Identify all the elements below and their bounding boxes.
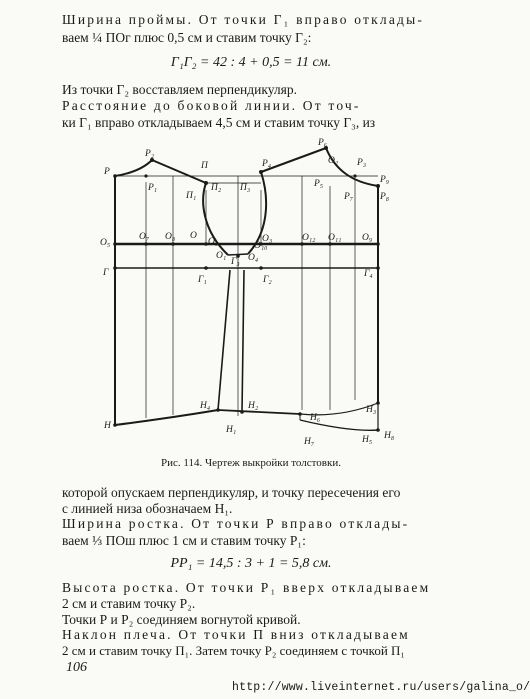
label-P5: Р₅ — [314, 179, 324, 189]
text-line-6: которой опускаем перпендикуляр, и точку пересечения его — [62, 485, 401, 500]
label-G3: Г₃ — [231, 257, 240, 267]
label-P9: Р₉ — [380, 175, 390, 185]
text-line-2: ваем ¼ ПОг плюс 0,5 см и ставим точку Г₂: — [62, 30, 312, 45]
label-H3: Н₃ — [366, 405, 377, 415]
label-P1: Р₁ — [148, 183, 158, 193]
label-P: Р — [104, 167, 110, 177]
label-H5: Н₅ — [362, 435, 373, 445]
formula-1: Г₁Г₂ = 42 : 4 + 0,5 = 11 см. — [170, 55, 332, 70]
label-P4: Р₄ — [262, 159, 272, 169]
label-G2: Г₂ — [263, 275, 272, 285]
text-line-13: Наклон плеча. От точки П вниз откладываем — [62, 627, 410, 642]
text-line-4: Расстояние до боковой линии. От точ- — [62, 98, 361, 113]
text-line-5: ки Г₁ вправо откладываем 4,5 см и ставим точку Г₃, из — [62, 115, 376, 130]
label-O12: О₁₂ — [302, 233, 316, 243]
label-O3: О₃ — [262, 234, 273, 244]
label-H1: Н₁ — [226, 425, 237, 435]
label-Pi3: П₃ — [240, 183, 251, 193]
label-P3: Р₃ — [357, 158, 367, 168]
text-line-9: ваем ⅓ ПОш плюс 1 см и ставим точку Р₁: — [62, 533, 306, 548]
label-O6: О₆ — [208, 237, 219, 247]
label-G1: Г₁ — [198, 275, 207, 285]
label-H4: Н₄ — [200, 401, 211, 411]
text-line-7: с линией низа обозначаем Н₁. — [62, 501, 233, 516]
label-O1: О₁ — [216, 251, 227, 261]
label-H: Н — [104, 421, 111, 431]
page-number: 106 — [66, 660, 87, 675]
label-O8: О₈ — [165, 232, 176, 242]
text-line-1: Ширина проймы. От точки Г₁ вправо отклады- — [62, 12, 425, 27]
text-line-11: 2 см и ставим точку Р₂. — [62, 596, 196, 611]
label-O4: О₄ — [248, 253, 259, 263]
label-O7: О₇ — [139, 232, 150, 242]
label-P2: Р₂ — [145, 149, 155, 159]
text-line-3: Из точки Г₂ восставляем перпендикуляр. — [62, 82, 297, 97]
text-line-14: 2 см и ставим точку П₁. Затем точку Р₂ соединяем с точкой П₁ — [62, 643, 405, 658]
label-O2: О₂ — [328, 156, 339, 166]
label-O9: О₉ — [362, 233, 373, 243]
figure-caption: Рис. 114. Чертеж выкройки толстовки. — [161, 457, 341, 469]
label-H8: Н₈ — [384, 431, 395, 441]
label-G: Г — [103, 268, 109, 278]
label-H7: Н₇ — [304, 437, 315, 447]
text-line-10: Высота ростка. От точки Р₁ вверх откладываем — [62, 580, 431, 595]
label-Pi2: П₂ — [211, 183, 222, 193]
label-O10: О₁₀ — [254, 241, 268, 251]
label-P6: Р₆ — [318, 138, 328, 148]
label-P8: Р₈ — [380, 192, 390, 202]
label-O5: О₅ — [100, 238, 111, 248]
text-line-8: Ширина ростка. От точки Р вправо отклады- — [62, 516, 410, 531]
label-H6: Н₆ — [310, 413, 321, 423]
label-O: О — [190, 231, 197, 241]
source-url[interactable]: http://www.liveinternet.ru/users/galina_o/ — [232, 681, 530, 694]
label-H2: Н₂ — [248, 401, 259, 411]
label-G4: Г₄ — [364, 269, 373, 279]
text-line-12: Точки Р и Р₂ соединяем вогнутой кривой. — [62, 612, 301, 627]
label-Pi1: П₁ — [186, 191, 197, 201]
label-Pi: П — [201, 161, 208, 171]
formula-2: РР₁ = 14,5 : 3 + 1 = 5,8 см. — [170, 556, 332, 571]
label-P7: Р₇ — [344, 192, 354, 202]
label-O11: О₁₁ — [328, 233, 342, 243]
